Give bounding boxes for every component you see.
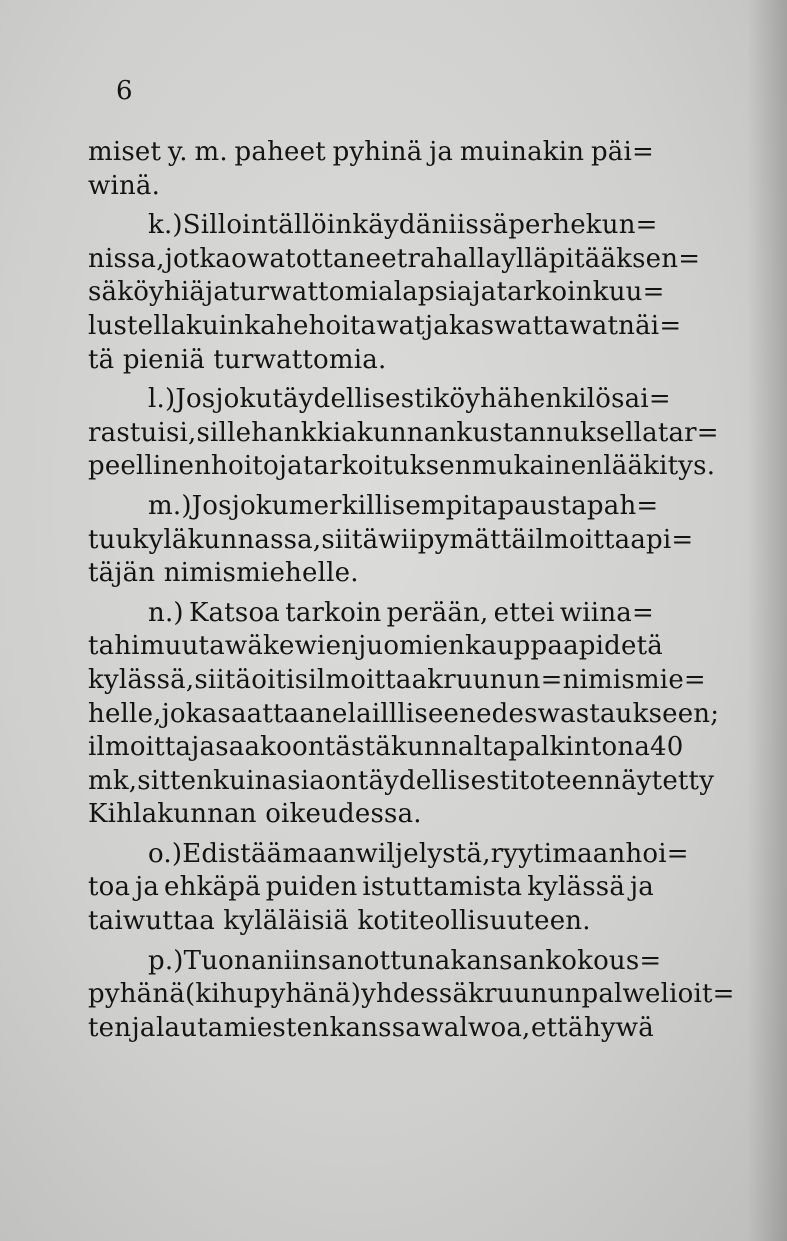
text-line: rastuisi, sille hankkia kunnan kustannuksella tar=	[88, 417, 719, 448]
text-line: taiwuttaa kyläläisiä kotiteollisuuteen.	[88, 906, 591, 937]
text-line: tuu kyläkunnassa, siitä wiipymättä ilmoittaa pi=	[88, 524, 694, 555]
text-line: n.) Katsoa tarkoin perään, ettei wiina=	[148, 597, 654, 628]
text-line: helle, joka saattaa ne laillliseen edeswastaukseen;	[88, 698, 720, 729]
text-line: m.) Jos joku merkillisempi tapaus tapah=	[148, 490, 659, 521]
text-line: k.) Silloin tällöin käydä niissä perhekun=	[148, 210, 658, 241]
text-line: peellinen hoito ja tarkoituksen mukainen lääkitys.	[88, 451, 716, 482]
text-line: o.) Edistää maanwiljelystä, ryytimaan hoi=	[148, 838, 689, 869]
text-line: miset y. m. paheet pyhinä ja muinakin päi=	[88, 137, 654, 167]
text-line: winä.	[88, 170, 161, 201]
text-line: tahi muuta wäkewien juomien kauppaa pidetä	[88, 631, 663, 662]
text-line: ten ja lautamiesten kanssa walwoa, että hywä	[88, 1012, 654, 1043]
text-line: toa ja ehkäpä puiden istuttamista kylässä ja	[88, 872, 654, 903]
text-line: p.) Tuona niin sanottuna kansan kokous=	[148, 945, 662, 976]
text-line: kylässä, siitä oitis ilmoittaa kruunun=nimismie=	[88, 664, 706, 695]
text-line: sä köyhiä ja turwattomia lapsia ja tarkoin kuu=	[88, 277, 665, 308]
text-line: tä pieniä turwattomia.	[88, 344, 387, 375]
text-line: ilmoittaja saakoon tästä kunnalta palkintona 40	[88, 732, 684, 763]
text-line: l.) Jos joku täydellisesti köyhä henkilö sai=	[148, 384, 671, 415]
page-edge-shadow	[747, 0, 787, 1241]
page-number: 6	[116, 76, 133, 106]
text-line: täjän nimismiehelle.	[88, 558, 359, 589]
text-line: nissa, jotka owat ottaneet rahalla ylläpitääksen=	[88, 243, 701, 274]
text-line: pyhänä (kihupyhänä) yhdessä kruunun palwelioit=	[88, 979, 735, 1010]
text-line: Kihlakunnan oikeudessa.	[88, 799, 422, 830]
text-line: lustella kuinka he hoitawat ja kaswattawat näi=	[88, 310, 682, 341]
text-line: mk, sittenkuin asia on täydellisesti toteennäytetty	[88, 765, 715, 796]
body-text	[88, 136, 735, 1045]
